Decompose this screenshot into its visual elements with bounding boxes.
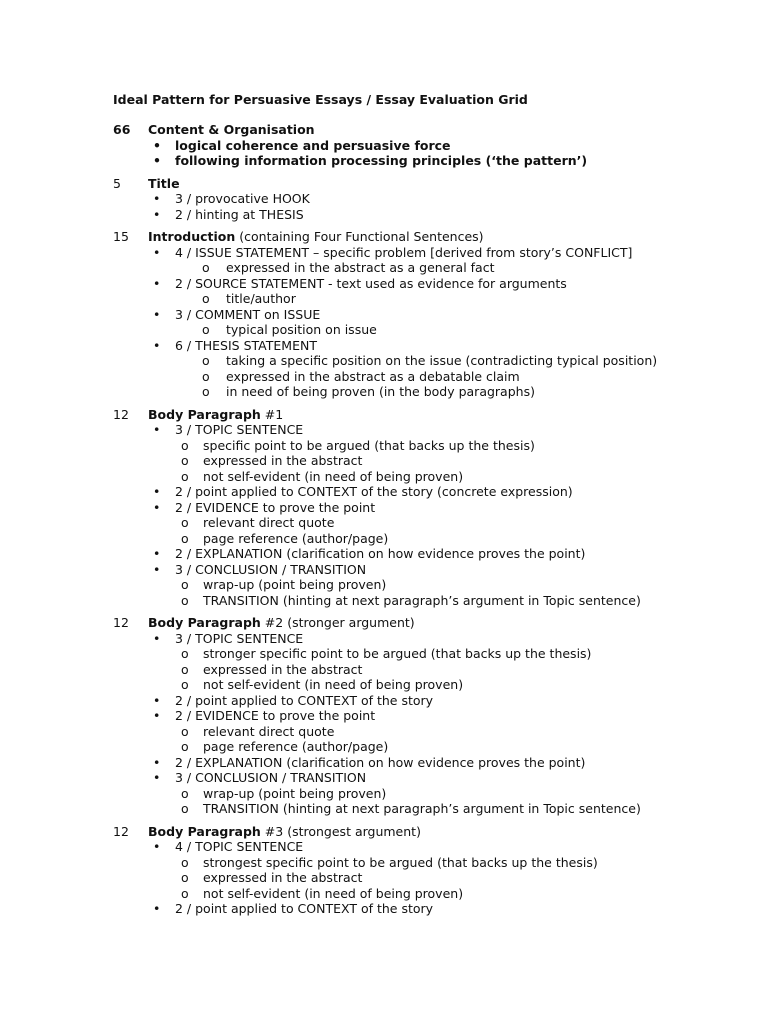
evaluation-grid — [113, 122, 733, 917]
criterion-item: • 3 / COMMENT on ISSUE — [148, 307, 733, 323]
criterion-subitem: o relevant direct quote — [148, 724, 733, 740]
criterion-subitem: o taking a specific position on the issue (contradicting typical position) — [148, 353, 733, 369]
criterion-item: • 4 / ISSUE STATEMENT – specific problem [derived from story’s CONFLICT] — [148, 245, 733, 261]
criterion-item: • following information processing principles (‘the pattern’) — [148, 153, 733, 169]
criterion-subitem: o expressed in the abstract as a general fact — [148, 260, 733, 276]
criterion-subitem: o expressed in the abstract — [148, 662, 733, 678]
criterion-subitem: o wrap-up (point being proven) — [148, 577, 733, 593]
section-body — [148, 407, 733, 609]
criterion-subitem: o in need of being proven (in the body paragraphs) — [148, 384, 733, 400]
section-heading-label: Body Paragraph — [148, 406, 261, 422]
section-heading-label: Body Paragraph — [148, 615, 261, 630]
criterion-item: • 2 / SOURCE STATEMENT - text used as evidence for arguments — [148, 276, 733, 292]
grid-section — [113, 229, 733, 400]
criterion-subitem: o not self-evident (in need of being proven) — [148, 886, 733, 902]
grid-section — [113, 824, 733, 917]
document-page — [113, 92, 733, 924]
criterion-subitem: o strongest specific point to be argued (that backs up the thesis) — [148, 855, 733, 871]
criterion-subitem: o TRANSITION (hinting at next paragraph’s argument in Topic sentence) — [148, 593, 733, 609]
criterion-subitem: o not self-evident (in need of being proven) — [148, 677, 733, 693]
criterion-item: • 2 / EXPLANATION (clarification on how evidence proves the point) — [148, 546, 733, 562]
section-heading — [148, 176, 733, 192]
criterion-item: • 2 / EXPLANATION (clarification on how evidence proves the point) — [148, 755, 733, 771]
section-heading — [148, 229, 733, 245]
section-score: 12 — [113, 823, 129, 839]
section-heading-label: Body Paragraph — [148, 823, 261, 839]
section-heading — [148, 824, 733, 840]
criterion-subitem: o expressed in the abstract — [148, 870, 733, 886]
criterion-subitem: o specific point to be argued (that backs up the thesis) — [148, 438, 733, 454]
section-heading-note: #2 (stronger argument) — [260, 615, 415, 630]
document-title: Ideal Pattern for Persuasive Essays / Essay Evaluation Grid — [113, 92, 528, 107]
criterion-subitem: o page reference (author/page) — [148, 531, 733, 547]
criterion-item: • 3 / CONCLUSION / TRANSITION — [148, 562, 733, 578]
criterion-item: • 3 / TOPIC SENTENCE — [148, 631, 733, 647]
grid-section — [113, 122, 733, 169]
section-heading-note: #3 (strongest argument) — [260, 823, 421, 839]
criterion-subitem: o page reference (author/page) — [148, 739, 733, 755]
section-body — [148, 824, 733, 917]
section-score: 12 — [113, 615, 129, 630]
criterion-item: • 3 / CONCLUSION / TRANSITION — [148, 770, 733, 786]
criterion-subitem: o TRANSITION (hinting at next paragraph’s argument in Topic sentence) — [148, 801, 733, 817]
criterion-subitem: o relevant direct quote — [148, 515, 733, 531]
section-score: 15 — [113, 229, 129, 244]
section-score: 66 — [113, 122, 131, 137]
section-score: 12 — [113, 406, 129, 422]
criterion-subitem: o title/author — [148, 291, 733, 307]
section-body — [148, 176, 733, 223]
section-heading-label: Title — [148, 175, 180, 191]
criterion-subitem: o typical position on issue — [148, 322, 733, 338]
criterion-subitem: o expressed in the abstract as a debatable claim — [148, 369, 733, 385]
criterion-item: • 6 / THESIS STATEMENT — [148, 338, 733, 354]
section-heading — [148, 122, 733, 138]
grid-section — [113, 407, 733, 609]
criterion-item: • 3 / TOPIC SENTENCE — [148, 422, 733, 438]
criterion-item: • 2 / point applied to CONTEXT of the story — [148, 693, 733, 709]
section-body — [148, 615, 733, 817]
criterion-item: • 2 / point applied to CONTEXT of the story (concrete expression) — [148, 484, 733, 500]
criterion-item: • 2 / EVIDENCE to prove the point — [148, 708, 733, 724]
criterion-subitem: o expressed in the abstract — [148, 453, 733, 469]
criterion-item: • 3 / provocative HOOK — [148, 191, 733, 207]
section-heading-label: Content & Organisation — [148, 122, 315, 137]
section-body — [148, 229, 733, 400]
section-heading — [148, 407, 733, 423]
section-body — [148, 122, 733, 169]
criterion-item: • 2 / point applied to CONTEXT of the story — [148, 901, 733, 917]
criterion-subitem: o not self-evident (in need of being proven) — [148, 469, 733, 485]
section-heading-note: #1 — [260, 406, 284, 422]
criterion-subitem: o wrap-up (point being proven) — [148, 786, 733, 802]
section-score: 5 — [113, 175, 121, 191]
section-heading — [148, 615, 733, 631]
grid-section — [113, 615, 733, 817]
criterion-item: • 2 / hinting at THESIS — [148, 207, 733, 223]
criterion-item: • 2 / EVIDENCE to prove the point — [148, 500, 733, 516]
criterion-item: • logical coherence and persuasive force — [148, 138, 733, 154]
criterion-item: • 4 / TOPIC SENTENCE — [148, 839, 733, 855]
section-heading-note: (containing Four Functional Sentences) — [235, 229, 484, 244]
section-heading-label: Introduction — [148, 229, 236, 244]
criterion-subitem: o stronger specific point to be argued (that backs up the thesis) — [148, 646, 733, 662]
grid-section — [113, 176, 733, 223]
